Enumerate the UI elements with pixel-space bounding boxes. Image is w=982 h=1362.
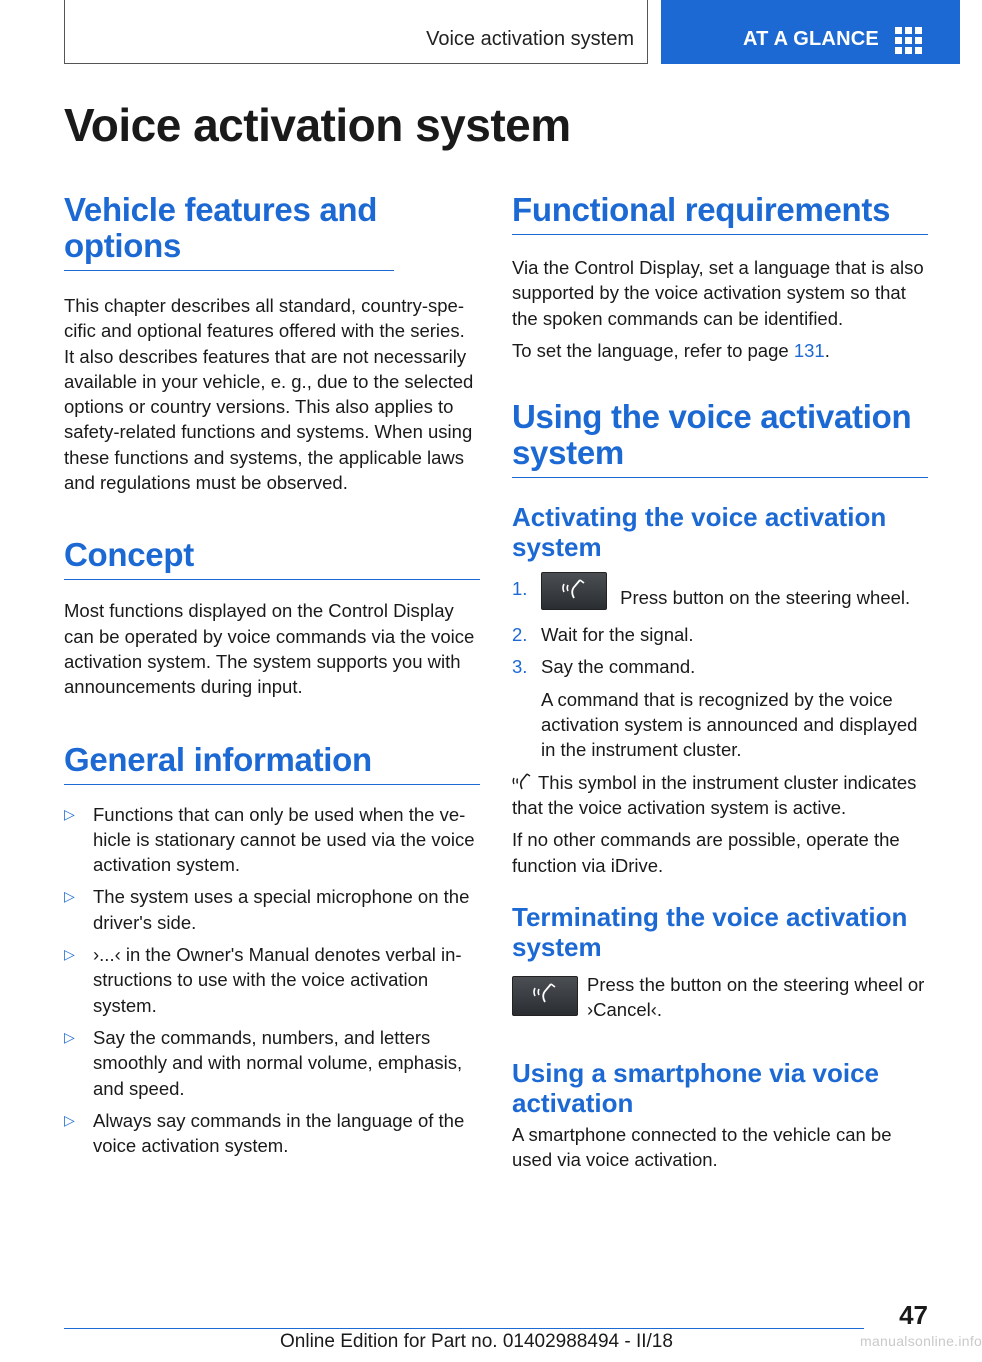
- voice-button-icon: [541, 572, 607, 610]
- heading-activating-voice-activation: Activating the voice activation system: [512, 502, 887, 563]
- heading-terminating-voice-activation: Terminating the voice activation system: [512, 901, 908, 962]
- triangle-bullet-icon: ▷: [64, 1028, 75, 1045]
- step3-detail: A command that is recognized by the voice activation system is announced and displayed in the instrument cluster.: [541, 688, 918, 761]
- paragraph-no-other-commands: If no other commands are possible, operate the function via iDrive.: [512, 829, 900, 876]
- header-tab-at-a-glance[interactable]: [661, 0, 960, 64]
- heading-general-information: General information: [64, 742, 480, 785]
- header-tab-label: AT A GLANCE: [743, 28, 879, 50]
- general-information-list: [64, 802, 480, 1159]
- heading-functional-requirements: Functional requirements: [512, 192, 928, 235]
- list-item: ▷ ›...‹ in the Owner's Manual denotes verbal instructions to use with the voice activation system.: [64, 944, 462, 1016]
- paragraph-smartphone: A smartphone connected to the vehicle can be used via voice activation.: [512, 1123, 892, 1171]
- right-column: [512, 192, 928, 1172]
- paragraph-set-language: To set the language, refer to page 131.: [512, 339, 830, 361]
- triangle-bullet-icon: ▷: [64, 1111, 75, 1128]
- voice-button-icon: [512, 976, 578, 1016]
- list-item: 2. Wait for the signal.: [512, 622, 928, 647]
- paragraph-concept: Most functions displayed on the Control Display can be operated by voice commands via the voice activation system. The system supports you with announcements during input.: [64, 600, 475, 698]
- heading-using-voice-activation: Using the voice activation system: [512, 399, 928, 478]
- header-section-title: Voice activation system: [426, 28, 634, 50]
- page-reference-link[interactable]: 131: [793, 339, 825, 361]
- watermark: manualsonline.info: [860, 1333, 982, 1349]
- list-item: 1. Press button on the steering wheel.: [512, 572, 928, 615]
- triangle-bullet-icon: ▷: [64, 888, 75, 905]
- list-item: ▷ Functions that can only be used when the vehicle is stationary cannot be used via the voice activation system.: [64, 803, 475, 876]
- footer-divider: [64, 1328, 864, 1329]
- terminating-block: [512, 972, 928, 1030]
- triangle-bullet-icon: ▷: [64, 805, 75, 822]
- left-column: [64, 192, 480, 1165]
- page-number: 47: [899, 1300, 928, 1330]
- paragraph-symbol: This symbol in the instrument cluster indicates that the voice activation system is active.: [512, 771, 917, 818]
- grid-icon: [895, 27, 922, 54]
- activation-steps: [512, 572, 928, 762]
- step-number: 1.: [512, 578, 528, 600]
- footer-edition: Online Edition for Part no. 01402988494 - II/18: [280, 1331, 673, 1352]
- paragraph-terminating: Press the button on the steering wheel or ›Cancel‹.: [587, 973, 925, 1021]
- voice-symbol-icon: [512, 772, 534, 792]
- step-number: 2.: [512, 624, 528, 646]
- list-item: ▷ Say the commands, numbers, and letters smoothly and with normal volume, emphasis, and speed.: [64, 1026, 463, 1099]
- heading-smartphone-voice-activation: Using a smartphone via voice activation: [512, 1057, 880, 1118]
- paragraph-functional-requirements: Via the Control Display, set a language that is also supported by the voice activation system so that the spoken commands can be identified.: [512, 257, 924, 329]
- heading-concept: Concept: [64, 537, 480, 580]
- list-item: ▷ The system uses a special microphone on the driver's side.: [64, 886, 470, 933]
- triangle-bullet-icon: ▷: [64, 946, 75, 963]
- page-title: Voice activation system: [64, 99, 571, 151]
- list-item: 3. Say the command. A command that is recognized by the voice activation system is announced and displayed in the instrument cluster.: [512, 654, 928, 762]
- list-item: ▷ Always say commands in the language of the voice activation system.: [64, 1109, 465, 1157]
- step-number: 3.: [512, 656, 528, 678]
- heading-vehicle-features: Vehicle features and options: [64, 192, 394, 271]
- paragraph-vehicle-features: This chapter describes all standard, country-specific and optional features offered with the series. It also describes features that are not necessarily available in your vehicle, e. g., due to the selected options or country versions. This also applies to safety-related functions and systems. When using these functions and systems, the applicable laws and regulations must be observed.: [64, 295, 474, 494]
